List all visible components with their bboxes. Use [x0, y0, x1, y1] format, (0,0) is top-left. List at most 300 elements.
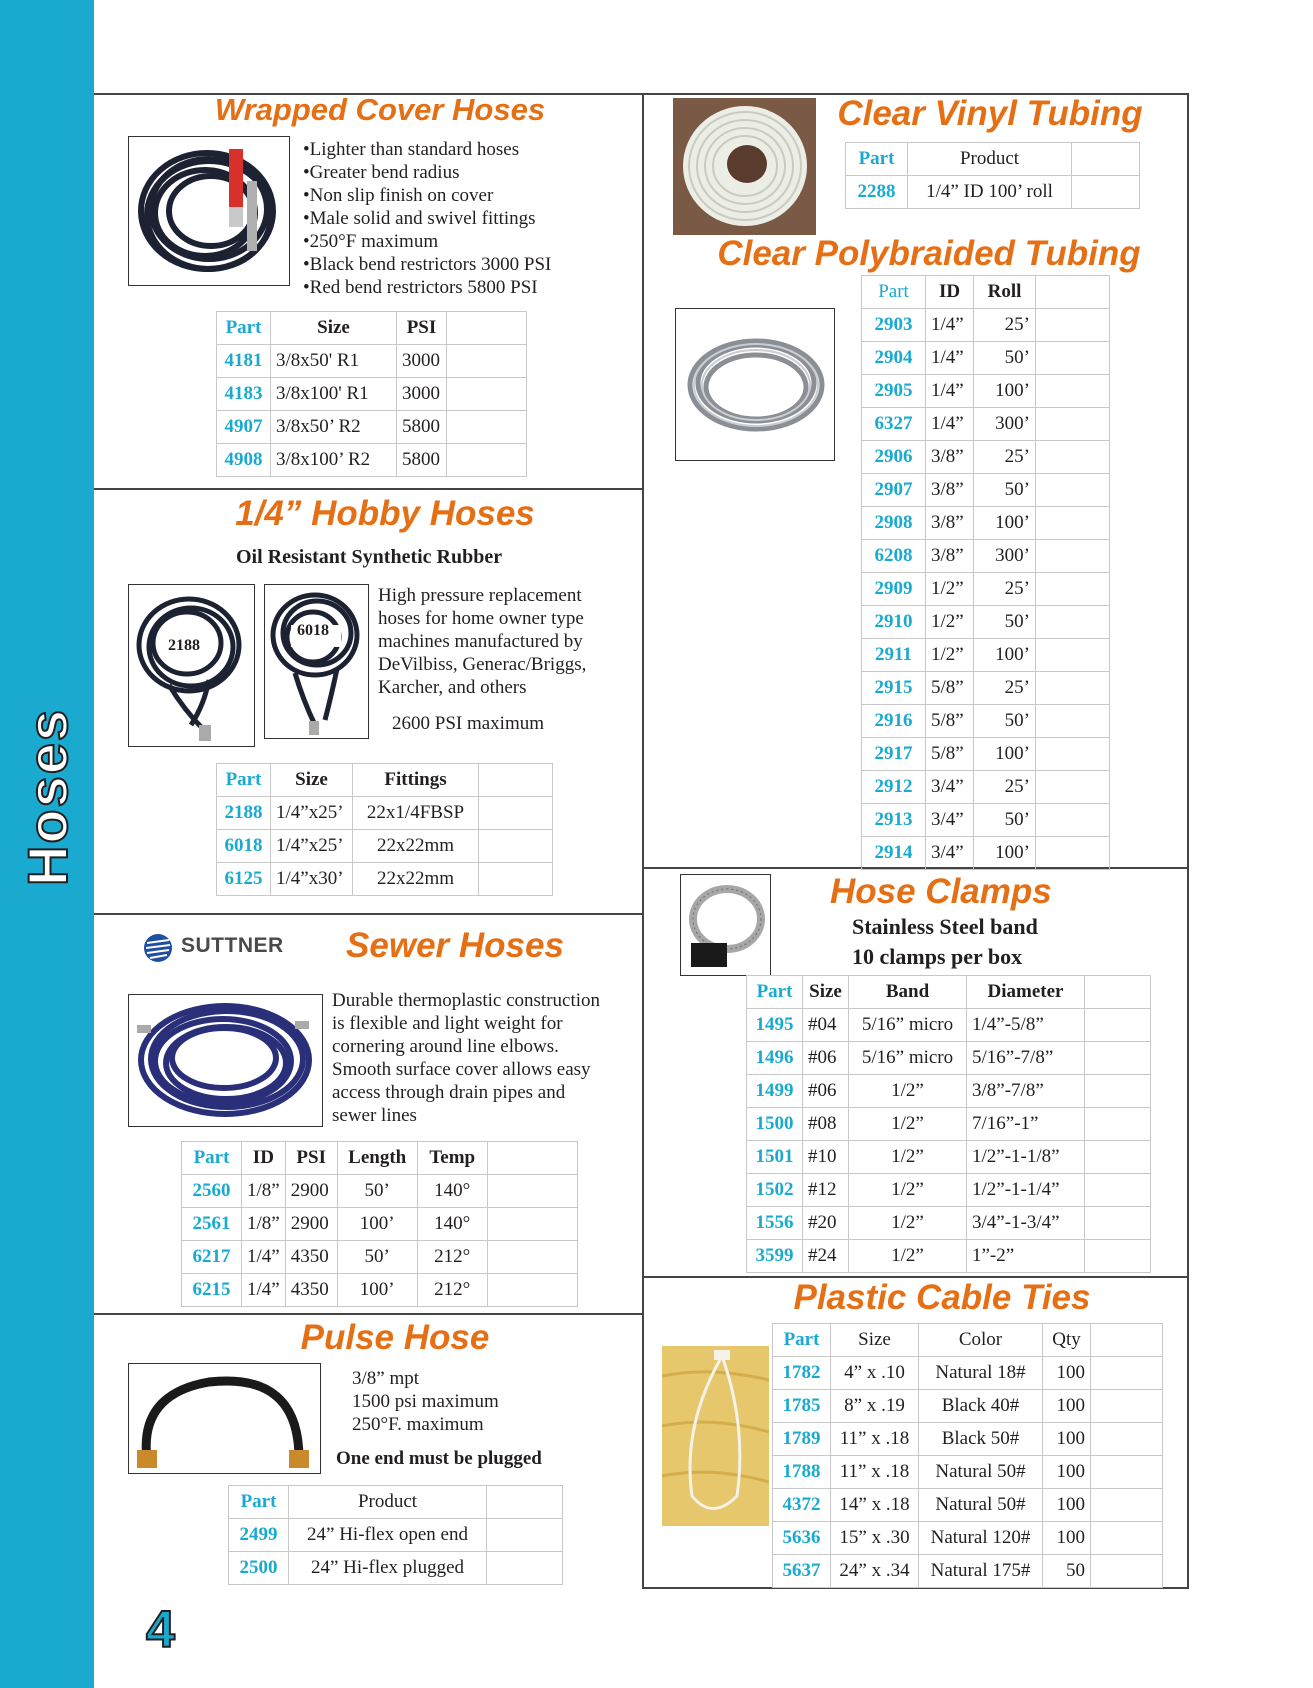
temp-cell: 140°	[417, 1175, 487, 1208]
empty-cell	[1036, 408, 1110, 441]
id-cell: 1/2”	[926, 639, 974, 672]
empty-cell	[1036, 342, 1110, 375]
polybraided-photo	[675, 308, 835, 461]
suttner-logo-icon	[143, 933, 173, 963]
band-cell: 1/2”	[849, 1141, 967, 1174]
table-row	[862, 672, 1110, 705]
vinyl-title: Clear Vinyl Tubing	[837, 94, 1143, 133]
table-row	[747, 1108, 1151, 1141]
fittings-cell: 22x22mm	[353, 863, 479, 896]
table-row	[773, 1489, 1163, 1522]
part-number: 4908	[217, 444, 271, 477]
part-number: 1502	[747, 1174, 803, 1207]
wrapped-bullet-7: •Red bend restrictors 5800 PSI	[303, 277, 538, 298]
size-cell: 4” x .10	[831, 1357, 919, 1390]
size-cell: #06	[803, 1042, 849, 1075]
empty-cell	[447, 378, 527, 411]
id-cell: 3/8”	[926, 441, 974, 474]
psi-cell: 3000	[397, 345, 447, 378]
table-row	[773, 1357, 1163, 1390]
roll-cell: 100’	[974, 375, 1036, 408]
part-number: 3599	[747, 1240, 803, 1273]
part-number: 1501	[747, 1141, 803, 1174]
pulse-title: Pulse Hose	[300, 1318, 490, 1357]
psi-cell: 3000	[397, 378, 447, 411]
table-header-row	[229, 1486, 563, 1519]
wrapped-title: Wrapped Cover Hoses	[214, 92, 546, 127]
pulse-hose-photo	[128, 1363, 321, 1474]
part-number: 1788	[773, 1456, 831, 1489]
table-header-row	[217, 312, 527, 345]
temp-cell: 212°	[417, 1241, 487, 1274]
table-row	[747, 1240, 1151, 1273]
id-cell: 1/2”	[926, 606, 974, 639]
id-cell: 1/4”	[242, 1274, 286, 1307]
table-row	[862, 639, 1110, 672]
divider-pulse	[94, 1313, 642, 1315]
size-cell: 3/8x100’ R2	[271, 444, 397, 477]
part-number: 2917	[862, 738, 926, 771]
id-cell: 3/4”	[926, 804, 974, 837]
col-empty	[1085, 976, 1151, 1009]
part-number: 1495	[747, 1009, 803, 1042]
col-size: Size	[803, 976, 849, 1009]
col-product: Product	[289, 1486, 487, 1519]
col-part: Part	[182, 1142, 242, 1175]
empty-cell	[1036, 705, 1110, 738]
part-number: 2909	[862, 573, 926, 606]
empty-cell	[1036, 441, 1110, 474]
sewer-table	[181, 1141, 578, 1307]
hobby-title: 1/4” Hobby Hoses	[235, 494, 535, 533]
roll-cell: 50’	[974, 705, 1036, 738]
part-number: 2911	[862, 639, 926, 672]
empty-cell	[1085, 1042, 1151, 1075]
empty-cell	[1036, 507, 1110, 540]
qty-cell: 100	[1043, 1489, 1091, 1522]
empty-cell	[487, 1208, 577, 1241]
sewer-hose-photo	[128, 994, 323, 1127]
product-cell: 1/4” ID 100’ roll	[908, 176, 1072, 209]
col-empty	[447, 312, 527, 345]
hobby-photo-6018	[264, 584, 369, 739]
diameter-cell: 1”-2”	[967, 1240, 1085, 1273]
empty-cell	[1036, 606, 1110, 639]
size-cell: 1/4”x25’	[271, 797, 353, 830]
table-row	[862, 837, 1110, 870]
size-cell: #10	[803, 1141, 849, 1174]
length-cell: 50’	[337, 1175, 417, 1208]
band-cell: 1/2”	[849, 1174, 967, 1207]
size-cell: 11” x .18	[831, 1423, 919, 1456]
table-row	[217, 411, 527, 444]
color-cell: Natural 120#	[919, 1522, 1043, 1555]
part-number: 5637	[773, 1555, 831, 1588]
page-number: 4	[146, 1601, 175, 1659]
col-empty	[487, 1486, 563, 1519]
part-number: 2905	[862, 375, 926, 408]
size-cell: #04	[803, 1009, 849, 1042]
fittings-cell: 22x22mm	[353, 830, 479, 863]
color-cell: Natural 18#	[919, 1357, 1043, 1390]
ties-title: Plastic Cable Ties	[793, 1278, 1091, 1317]
table-row	[747, 1174, 1151, 1207]
table-header-row	[862, 276, 1110, 309]
psi-cell: 4350	[285, 1274, 337, 1307]
part-number: 1785	[773, 1390, 831, 1423]
col-size: Size	[271, 764, 353, 797]
empty-cell	[447, 345, 527, 378]
diameter-cell: 1/4”-5/8”	[967, 1009, 1085, 1042]
psi-cell: 5800	[397, 444, 447, 477]
table-row	[217, 378, 527, 411]
empty-cell	[1085, 1240, 1151, 1273]
id-cell: 5/8”	[926, 738, 974, 771]
col-product: Product	[908, 143, 1072, 176]
table-header-row	[182, 1142, 578, 1175]
vinyl-tubing-photo	[673, 98, 816, 235]
psi-cell: 4350	[285, 1241, 337, 1274]
table-row	[773, 1423, 1163, 1456]
size-cell: #24	[803, 1240, 849, 1273]
size-cell: 1/4”x30’	[271, 863, 353, 896]
table-row	[862, 738, 1110, 771]
hose-clamp-photo	[680, 874, 771, 976]
empty-cell	[1036, 474, 1110, 507]
col-part: Part	[217, 764, 271, 797]
table-row	[862, 441, 1110, 474]
id-cell: 1/4”	[926, 309, 974, 342]
diameter-cell: 1/2”-1-1/4”	[967, 1174, 1085, 1207]
sewer-title: Sewer Hoses	[346, 926, 564, 965]
table-row	[862, 309, 1110, 342]
band-cell: 1/2”	[849, 1108, 967, 1141]
size-cell: 3/8x50' R1	[271, 345, 397, 378]
length-cell: 100’	[337, 1274, 417, 1307]
qty-cell: 100	[1043, 1423, 1091, 1456]
roll-cell: 100’	[974, 507, 1036, 540]
empty-cell	[1091, 1522, 1163, 1555]
col-fittings: Fittings	[353, 764, 479, 797]
roll-cell: 50’	[974, 804, 1036, 837]
col-part: Part	[229, 1486, 289, 1519]
part-number: 4183	[217, 378, 271, 411]
table-row	[747, 1141, 1151, 1174]
size-cell: 1/4”x25’	[271, 830, 353, 863]
roll-cell: 25’	[974, 441, 1036, 474]
band-cell: 5/16” micro	[849, 1042, 967, 1075]
diameter-cell: 1/2”-1-1/8”	[967, 1141, 1085, 1174]
empty-cell	[487, 1519, 563, 1552]
roll-cell: 50’	[974, 606, 1036, 639]
part-number: 1496	[747, 1042, 803, 1075]
part-number: 1499	[747, 1075, 803, 1108]
table-row	[747, 1075, 1151, 1108]
table-row	[862, 540, 1110, 573]
part-number: 2915	[862, 672, 926, 705]
part-number: 6208	[862, 540, 926, 573]
table-row	[862, 474, 1110, 507]
vinyl-table	[845, 142, 1140, 209]
product-cell: 24” Hi-flex open end	[289, 1519, 487, 1552]
table-row	[182, 1208, 578, 1241]
wrapped-bullet-4: •Male solid and swivel fittings	[303, 208, 536, 229]
id-cell: 5/8”	[926, 705, 974, 738]
table-row	[182, 1241, 578, 1274]
id-cell: 1/4”	[926, 375, 974, 408]
col-empty	[1091, 1324, 1163, 1357]
clamps-subtitle-2: 10 clamps per box	[852, 944, 1023, 969]
clamps-table	[746, 975, 1151, 1273]
table-row	[862, 408, 1110, 441]
id-cell: 1/4”	[242, 1241, 286, 1274]
part-number: 6327	[862, 408, 926, 441]
roll-cell: 300’	[974, 540, 1036, 573]
part-number: 4372	[773, 1489, 831, 1522]
part-number: 6018	[217, 830, 271, 863]
clamps-subtitle-1: Stainless Steel band	[852, 914, 1038, 939]
divider-hobby	[94, 488, 642, 490]
psi-cell: 5800	[397, 411, 447, 444]
sewer-desc-line-4: Smooth surface cover allows easy	[332, 1059, 591, 1080]
empty-cell	[1091, 1423, 1163, 1456]
col-empty	[1036, 276, 1110, 309]
id-cell: 1/2”	[926, 573, 974, 606]
wrapped-bullet-2: •Greater bend radius	[303, 162, 460, 183]
diameter-cell: 5/16”-7/8”	[967, 1042, 1085, 1075]
sewer-desc-line-2: is flexible and light weight for	[332, 1013, 563, 1034]
table-row	[846, 176, 1140, 209]
empty-cell	[1085, 1141, 1151, 1174]
table-row	[747, 1009, 1151, 1042]
col-band: Band	[849, 976, 967, 1009]
color-cell: Natural 50#	[919, 1456, 1043, 1489]
table-row	[217, 444, 527, 477]
hobby-psi-note: 2600 PSI maximum	[392, 713, 545, 734]
roll-cell: 100’	[974, 639, 1036, 672]
part-number: 2499	[229, 1519, 289, 1552]
color-cell: Black 40#	[919, 1390, 1043, 1423]
col-id: ID	[926, 276, 974, 309]
color-cell: Natural 50#	[919, 1489, 1043, 1522]
sewer-desc-line-3: cornering around line elbows.	[332, 1036, 559, 1057]
table-row	[217, 863, 553, 896]
col-diameter: Diameter	[967, 976, 1085, 1009]
table-row	[217, 830, 553, 863]
empty-cell	[1085, 1108, 1151, 1141]
col-part: Part	[747, 976, 803, 1009]
id-cell: 1/4”	[926, 342, 974, 375]
empty-cell	[1036, 738, 1110, 771]
part-number: 2561	[182, 1208, 242, 1241]
col-psi: PSI	[285, 1142, 337, 1175]
id-cell: 3/4”	[926, 837, 974, 870]
size-cell: 24” x .34	[831, 1555, 919, 1588]
frame-right	[1187, 93, 1189, 1589]
part-number: 2903	[862, 309, 926, 342]
col-qty: Qty	[1043, 1324, 1091, 1357]
empty-cell	[1091, 1357, 1163, 1390]
size-cell: 3/8x100' R1	[271, 378, 397, 411]
id-cell: 1/4”	[926, 408, 974, 441]
hobby-subtitle: Oil Resistant Synthetic Rubber	[236, 546, 503, 568]
band-cell: 1/2”	[849, 1207, 967, 1240]
empty-cell	[479, 830, 553, 863]
pulse-spec-3: 250°F. maximum	[352, 1414, 484, 1435]
id-cell: 3/8”	[926, 474, 974, 507]
size-cell: 11” x .18	[831, 1456, 919, 1489]
qty-cell: 50	[1043, 1555, 1091, 1588]
table-row	[747, 1207, 1151, 1240]
table-row	[182, 1274, 578, 1307]
size-cell: #20	[803, 1207, 849, 1240]
empty-cell	[487, 1241, 577, 1274]
table-row	[862, 573, 1110, 606]
color-cell: Black 50#	[919, 1423, 1043, 1456]
empty-cell	[447, 444, 527, 477]
wrapped-bullet-5: •250°F maximum	[303, 231, 439, 252]
part-number: 4181	[217, 345, 271, 378]
wrapped-bullet-6: •Black bend restrictors 3000 PSI	[303, 254, 552, 275]
part-number: 2500	[229, 1552, 289, 1585]
col-psi: PSI	[397, 312, 447, 345]
part-number: 2904	[862, 342, 926, 375]
empty-cell	[479, 797, 553, 830]
diameter-cell: 3/4”-1-3/4”	[967, 1207, 1085, 1240]
table-row	[862, 804, 1110, 837]
part-number: 6217	[182, 1241, 242, 1274]
sewer-desc-line-5: access through drain pipes and	[332, 1082, 566, 1103]
table-row	[862, 771, 1110, 804]
empty-cell	[1091, 1456, 1163, 1489]
roll-cell: 300’	[974, 408, 1036, 441]
pulse-table	[228, 1485, 563, 1585]
table-row	[862, 705, 1110, 738]
empty-cell	[487, 1274, 577, 1307]
empty-cell	[1036, 639, 1110, 672]
fittings-cell: 22x1/4FBSP	[353, 797, 479, 830]
size-cell: #06	[803, 1075, 849, 1108]
pulse-note: One end must be plugged	[336, 1448, 542, 1469]
size-cell: #08	[803, 1108, 849, 1141]
hobby-photo-2188	[128, 584, 255, 747]
col-empty	[1072, 143, 1140, 176]
pulse-spec-1: 3/8” mpt	[352, 1368, 420, 1389]
pulse-spec-2: 1500 psi maximum	[352, 1391, 499, 1412]
col-size: Size	[271, 312, 397, 345]
hobby-desc-line-2: hoses for home owner type	[378, 608, 584, 629]
part-number: 2913	[862, 804, 926, 837]
size-cell: #12	[803, 1174, 849, 1207]
empty-cell	[1085, 1207, 1151, 1240]
table-row	[862, 606, 1110, 639]
roll-cell: 25’	[974, 771, 1036, 804]
psi-cell: 2900	[285, 1208, 337, 1241]
col-part: Part	[846, 143, 908, 176]
part-number: 2560	[182, 1175, 242, 1208]
id-cell: 5/8”	[926, 672, 974, 705]
col-empty	[487, 1142, 577, 1175]
empty-cell	[1072, 176, 1140, 209]
hobby-photo-label-2: 6018	[297, 622, 329, 639]
section-label: Hoses	[16, 707, 79, 887]
table-row	[217, 345, 527, 378]
col-part: Part	[217, 312, 271, 345]
table-header-row	[773, 1324, 1163, 1357]
size-cell: 15” x .30	[831, 1522, 919, 1555]
id-cell: 1/8”	[242, 1175, 286, 1208]
col-id: ID	[242, 1142, 286, 1175]
roll-cell: 50’	[974, 342, 1036, 375]
part-number: 2188	[217, 797, 271, 830]
col-temp: Temp	[417, 1142, 487, 1175]
sewer-desc-line-1: Durable thermoplastic construction	[332, 990, 601, 1011]
wrapped-bullet-3: •Non slip finish on cover	[303, 185, 494, 206]
divider-sewer	[94, 913, 642, 915]
qty-cell: 100	[1043, 1357, 1091, 1390]
part-number: 2906	[862, 441, 926, 474]
table-row	[229, 1519, 563, 1552]
ties-table	[772, 1323, 1163, 1588]
qty-cell: 100	[1043, 1390, 1091, 1423]
id-cell: 3/4”	[926, 771, 974, 804]
table-row	[229, 1552, 563, 1585]
part-number: 2914	[862, 837, 926, 870]
wrapped-hose-photo	[128, 136, 290, 286]
empty-cell	[1036, 573, 1110, 606]
sewer-desc-line-6: sewer lines	[332, 1105, 417, 1126]
size-cell: 14” x .18	[831, 1489, 919, 1522]
part-number: 2910	[862, 606, 926, 639]
table-row	[773, 1522, 1163, 1555]
hobby-photo-label-1: 2188	[168, 637, 200, 654]
empty-cell	[1036, 771, 1110, 804]
empty-cell	[1036, 540, 1110, 573]
table-row	[862, 342, 1110, 375]
band-cell: 1/2”	[849, 1075, 967, 1108]
diameter-cell: 7/16”-1”	[967, 1108, 1085, 1141]
color-cell: Natural 175#	[919, 1555, 1043, 1588]
col-part: Part	[773, 1324, 831, 1357]
part-number: 2916	[862, 705, 926, 738]
part-number: 2288	[846, 176, 908, 209]
roll-cell: 25’	[974, 573, 1036, 606]
roll-cell: 100’	[974, 738, 1036, 771]
roll-cell: 25’	[974, 309, 1036, 342]
part-number: 1782	[773, 1357, 831, 1390]
table-header-row	[846, 143, 1140, 176]
empty-cell	[487, 1552, 563, 1585]
band-cell: 5/16” micro	[849, 1009, 967, 1042]
qty-cell: 100	[1043, 1456, 1091, 1489]
length-cell: 50’	[337, 1241, 417, 1274]
empty-cell	[1091, 1390, 1163, 1423]
cable-tie-photo	[662, 1346, 769, 1526]
psi-cell: 2900	[285, 1175, 337, 1208]
qty-cell: 100	[1043, 1522, 1091, 1555]
temp-cell: 140°	[417, 1208, 487, 1241]
size-cell: 8” x .19	[831, 1390, 919, 1423]
col-length: Length	[337, 1142, 417, 1175]
id-cell: 3/8”	[926, 507, 974, 540]
empty-cell	[1091, 1489, 1163, 1522]
suttner-brand-text: SUTTNER	[181, 934, 284, 957]
table-row	[862, 375, 1110, 408]
hobby-desc-line-1: High pressure replacement	[378, 585, 582, 606]
polybraided-title: Clear Polybraided Tubing	[717, 234, 1141, 273]
band-cell: 1/2”	[849, 1240, 967, 1273]
col-color: Color	[919, 1324, 1043, 1357]
